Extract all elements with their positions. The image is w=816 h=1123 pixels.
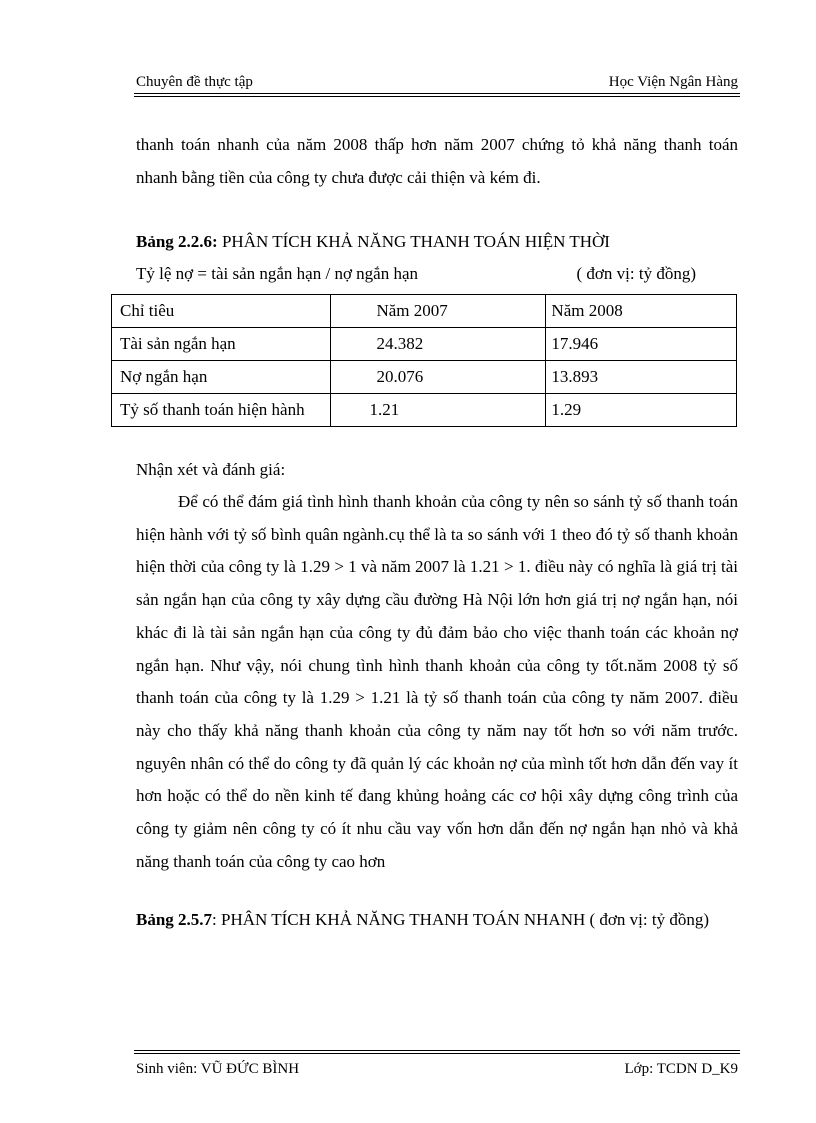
- table-cell: 17.946: [546, 328, 737, 361]
- table-cell: 1.29: [546, 394, 737, 427]
- table1-unit: ( đơn vị: tỷ đồng): [576, 264, 696, 283]
- table-cell: Nợ ngắn hạn: [112, 361, 331, 394]
- table-row: [112, 361, 737, 394]
- page-footer: [136, 1059, 738, 1079]
- table1-title: PHÂN TÍCH KHẢ NĂNG THANH TOÁN HIỆN THỜI: [217, 232, 610, 251]
- table-row: [112, 394, 737, 427]
- liquidity-table: [111, 294, 737, 427]
- header-cell: Năm 2007: [331, 295, 546, 328]
- table1-caption: [136, 230, 610, 254]
- table2-label: Bảng 2.5.7: [136, 910, 213, 929]
- intro-paragraph: thanh toán nhanh của năm 2008 thấp hơn năm 2007 chứng tỏ khả năng thanh toán nhanh bằng tiền của công ty chưa được cải thiện và kém đi.: [136, 135, 738, 187]
- footer-rule-2: [134, 1053, 740, 1054]
- table-cell: 13.893: [546, 361, 737, 394]
- footer-rule: [134, 1050, 740, 1051]
- table-cell: 1.21: [331, 394, 546, 427]
- footer-student: Sinh viên: VŨ ĐỨC BÌNH: [136, 1061, 300, 1077]
- table1-label: Bảng 2.2.6:: [136, 232, 218, 251]
- header-cell: Năm 2008: [546, 295, 737, 328]
- table-cell: Tài sản ngắn hạn: [112, 328, 331, 361]
- footer-class: Lớp: TCDN D_K9: [624, 1061, 738, 1077]
- table2-title: : PHÂN TÍCH KHẢ NĂNG THANH TOÁN NHANH ( đơn vị: tỷ đồng): [212, 910, 709, 929]
- header-rule-2: [134, 96, 740, 97]
- remark-title: Nhận xét và đánh giá:: [136, 460, 286, 479]
- table-cell: 20.076: [331, 361, 546, 394]
- header-institution: Học Viện Ngân Hàng: [608, 74, 738, 90]
- header-subject: Chuyên đề thực tập: [136, 74, 253, 90]
- table-header-row: [112, 295, 737, 328]
- remark-paragraph: Để có thể đám giá tình hình thanh khoản của công ty nên so sánh tỷ số thanh toán hiện hành với tỷ số bình quân ngành.cụ thể là ta so sánh với 1 theo đó tỷ số thanh khoản hiện thời của công ty là 1.29 > 1 và năm 2007 là 1.21 > 1. điều này có nghĩa là giá trị tài sản ngắn hạn của công ty xây dựng cầu đường Hà Nội lớn hơn giá trị nợ ngắn hạn, nói khác đi là tài sản ngắn hạn của công ty đủ đảm bảo cho việc thanh toán các khoản nợ ngắn hạn. Như vậy, nói chung tình hình thanh khoản của công ty tốt.năm 2008 tỷ số thanh toán của công ty là 1.29 > 1.21 là tỷ số thanh toán của công ty năm 2007. điều này cho thấy khả năng thanh khoản của công ty năm nay tốt hơn so với năm trước. nguyên nhân có thể do công ty đã quản lý các khoản nợ của mình tốt hơn dẫn đến vay ít hơn hoặc có thể do nền kinh tế đang khủng hoảng các cơ hội xây dựng công trình của công ty giảm nên công ty có ít nhu cầu vay vốn hơn dẫn đến nợ ngắn hạn nhỏ và khả năng thanh toán của công ty cao hơn: [136, 492, 738, 871]
- header-cell: Chỉ tiêu: [112, 295, 331, 328]
- table-cell: 24.382: [331, 328, 546, 361]
- table1-subline: [136, 262, 696, 286]
- table1-formula: Tỷ lệ nợ = tài sản ngắn hạn / nợ ngắn hạn: [136, 264, 419, 283]
- header-rule: [134, 93, 740, 94]
- table-row: [112, 328, 737, 361]
- table-cell: Tỷ số thanh toán hiện hành: [112, 394, 331, 427]
- table2-caption: [136, 905, 738, 935]
